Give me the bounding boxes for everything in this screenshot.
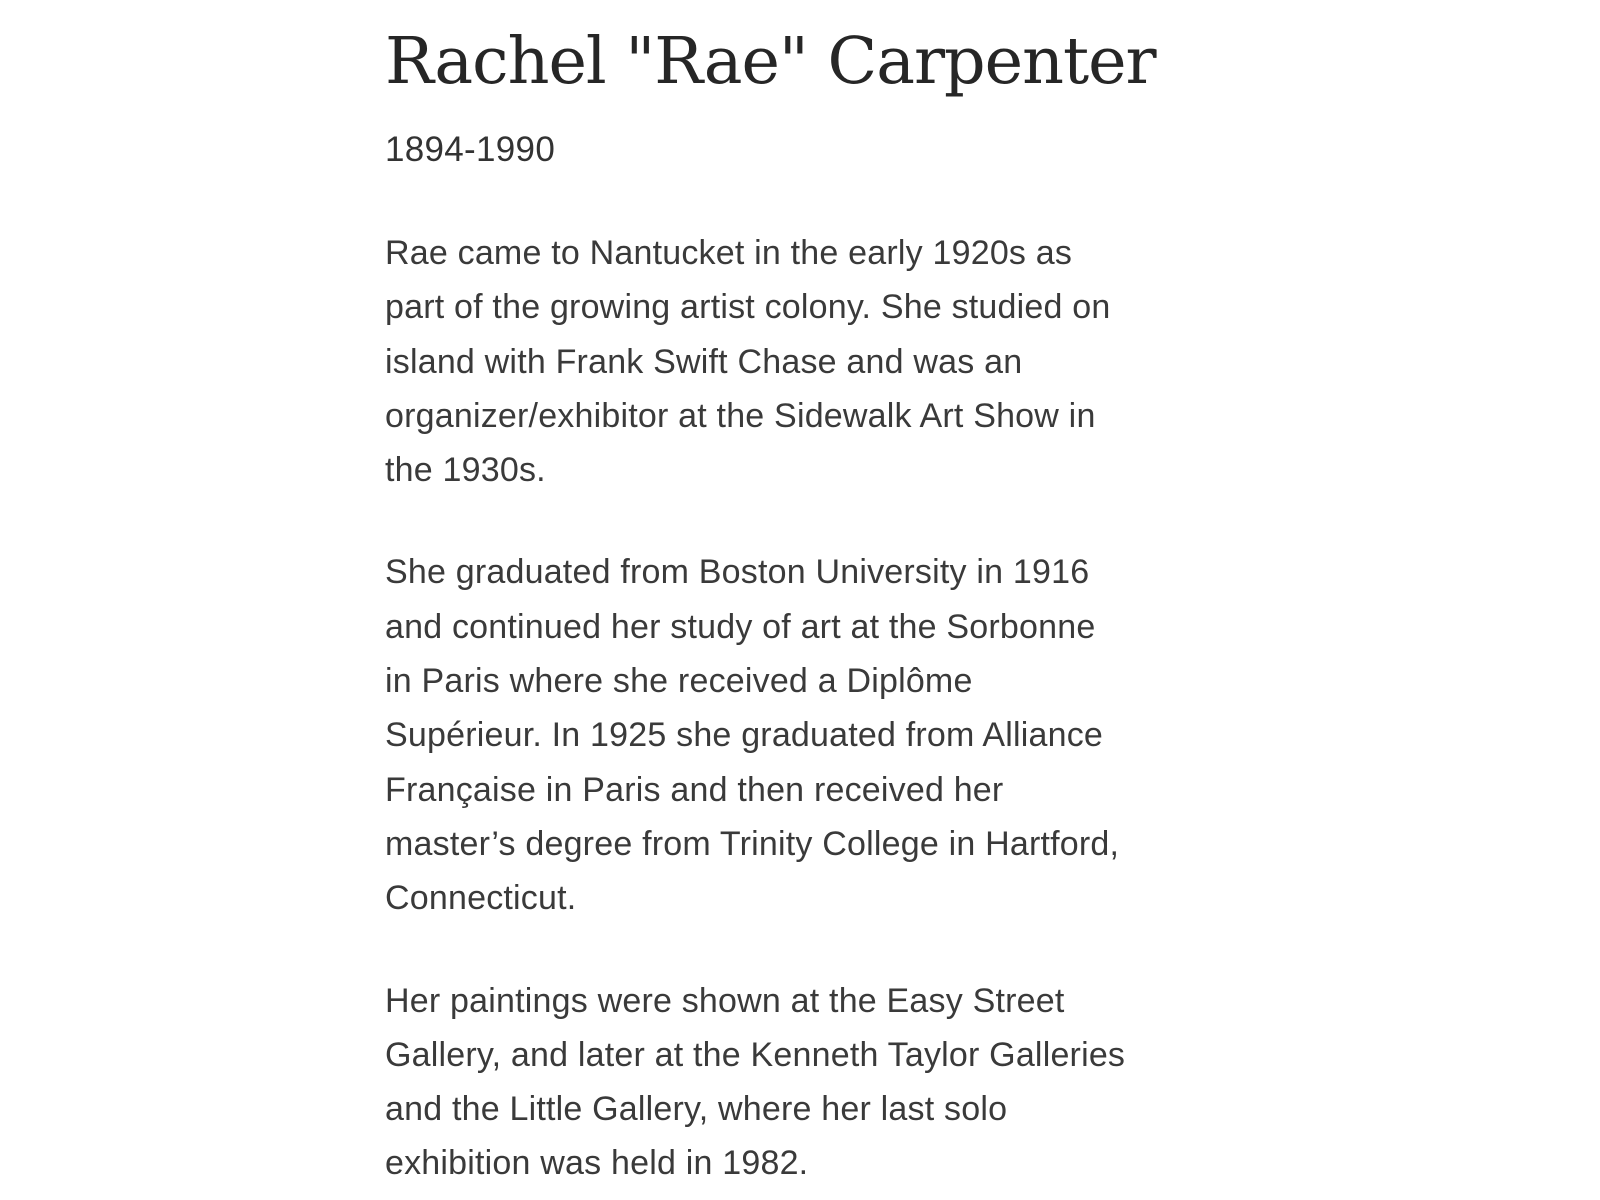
bio-line: exhibition was held in 1982. [385, 1144, 809, 1183]
bio-line: in Paris where she received a Diplôme [385, 662, 973, 701]
bio-line: Supérieur. In 1925 she graduated from Alliance [385, 716, 1104, 755]
bio-line: island with Frank Swift Chase and was an [385, 342, 1023, 381]
bio-line: She graduated from Boston University in 1916 [385, 553, 1090, 592]
artist-bio [385, 0, 1235, 1191]
bio-line: and the Little Gallery, where her last solo [385, 1090, 1008, 1129]
bio-line: the 1930s. [385, 451, 546, 490]
bio-paragraph [385, 545, 1235, 925]
bio-line: master’s degree from Trinity College in Hartford, [385, 824, 1120, 863]
bio-line: Française in Paris and then received her [385, 770, 1004, 809]
bio-paragraph [385, 974, 1235, 1191]
bio-line: Gallery, and later at the Kenneth Taylor Galleries [385, 1035, 1126, 1074]
bio-line: organizer/exhibitor at the Sidewalk Art Show in [385, 396, 1096, 435]
bio-line: and continued her study of art at the Sorbonne [385, 607, 1096, 646]
bio-line: Connecticut. [385, 879, 577, 918]
artist-dates: 1894-1990 [385, 130, 556, 169]
bio-line: Her paintings were shown at the Easy Street [385, 981, 1065, 1020]
bio-line: part of the growing artist colony. She studied on [385, 288, 1111, 327]
bio-line: Rae came to Nantucket in the early 1920s as [385, 234, 1073, 272]
bio-paragraph [385, 226, 1235, 497]
artist-name: Rachel "Rae" Carpenter [385, 24, 1156, 99]
